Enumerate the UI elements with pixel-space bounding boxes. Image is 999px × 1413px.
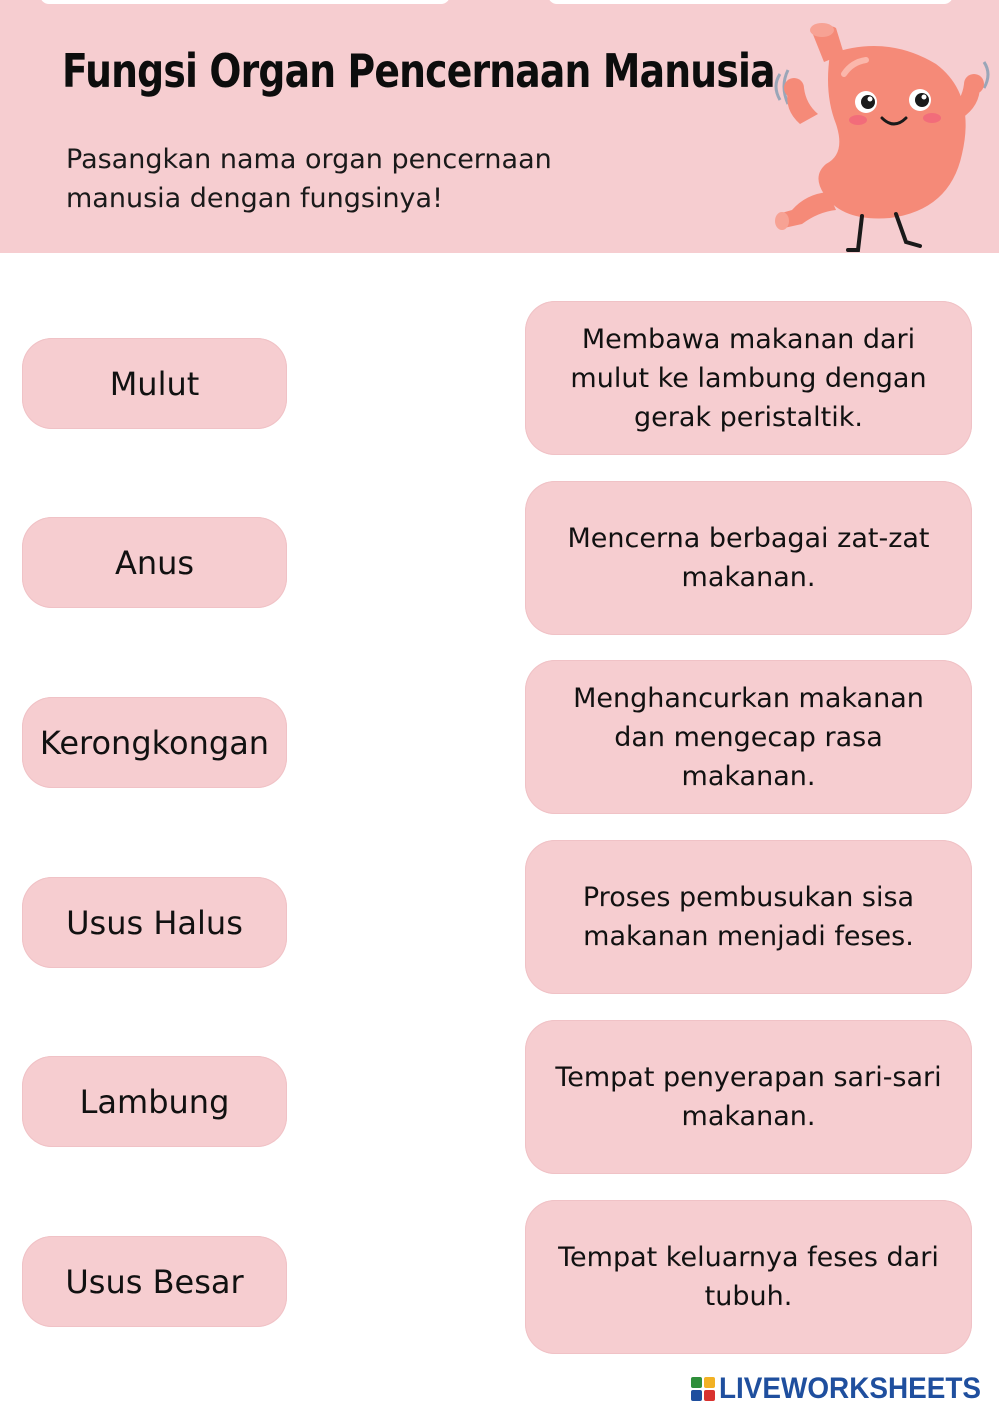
organ-item-usus-halus[interactable]: Usus Halus (22, 877, 287, 968)
organ-item-lambung[interactable]: Lambung (22, 1056, 287, 1147)
liveworksheets-logo-icon (690, 1376, 716, 1402)
organ-item-usus-besar[interactable]: Usus Besar (22, 1236, 287, 1327)
function-item-6[interactable]: Tempat keluarnya feses dari tubuh. (525, 1200, 972, 1354)
top-decor-left (40, 0, 450, 4)
organ-item-anus[interactable]: Anus (22, 517, 287, 608)
function-item-4[interactable]: Proses pembusukan sisa makanan menjadi feses. (525, 840, 972, 994)
header-banner (0, 0, 999, 253)
function-item-3[interactable]: Menghancurkan makanan dan mengecap rasa makanan. (525, 660, 972, 814)
function-item-2[interactable]: Mencerna berbagai zat-zat makanan. (525, 481, 972, 635)
function-item-5[interactable]: Tempat penyerapan sari-sari makanan. (525, 1020, 972, 1174)
liveworksheets-logo[interactable] (690, 1372, 999, 1406)
organ-item-kerongkongan[interactable]: Kerongkongan (22, 697, 287, 788)
logo-text: LIVEWORKSHEETS (719, 1372, 981, 1405)
function-item-1[interactable]: Membawa makanan dari mulut ke lambung dengan gerak peristaltik. (525, 301, 972, 455)
instructions: Pasangkan nama organ pencernaan manusia dengan fungsinya! (66, 144, 552, 214)
page-title: Fungsi Organ Pencernaan Manusia (62, 44, 775, 98)
organ-item-mulut[interactable]: Mulut (22, 338, 287, 429)
stomach-mascot-icon (766, 14, 999, 254)
top-decor-right (548, 0, 953, 4)
